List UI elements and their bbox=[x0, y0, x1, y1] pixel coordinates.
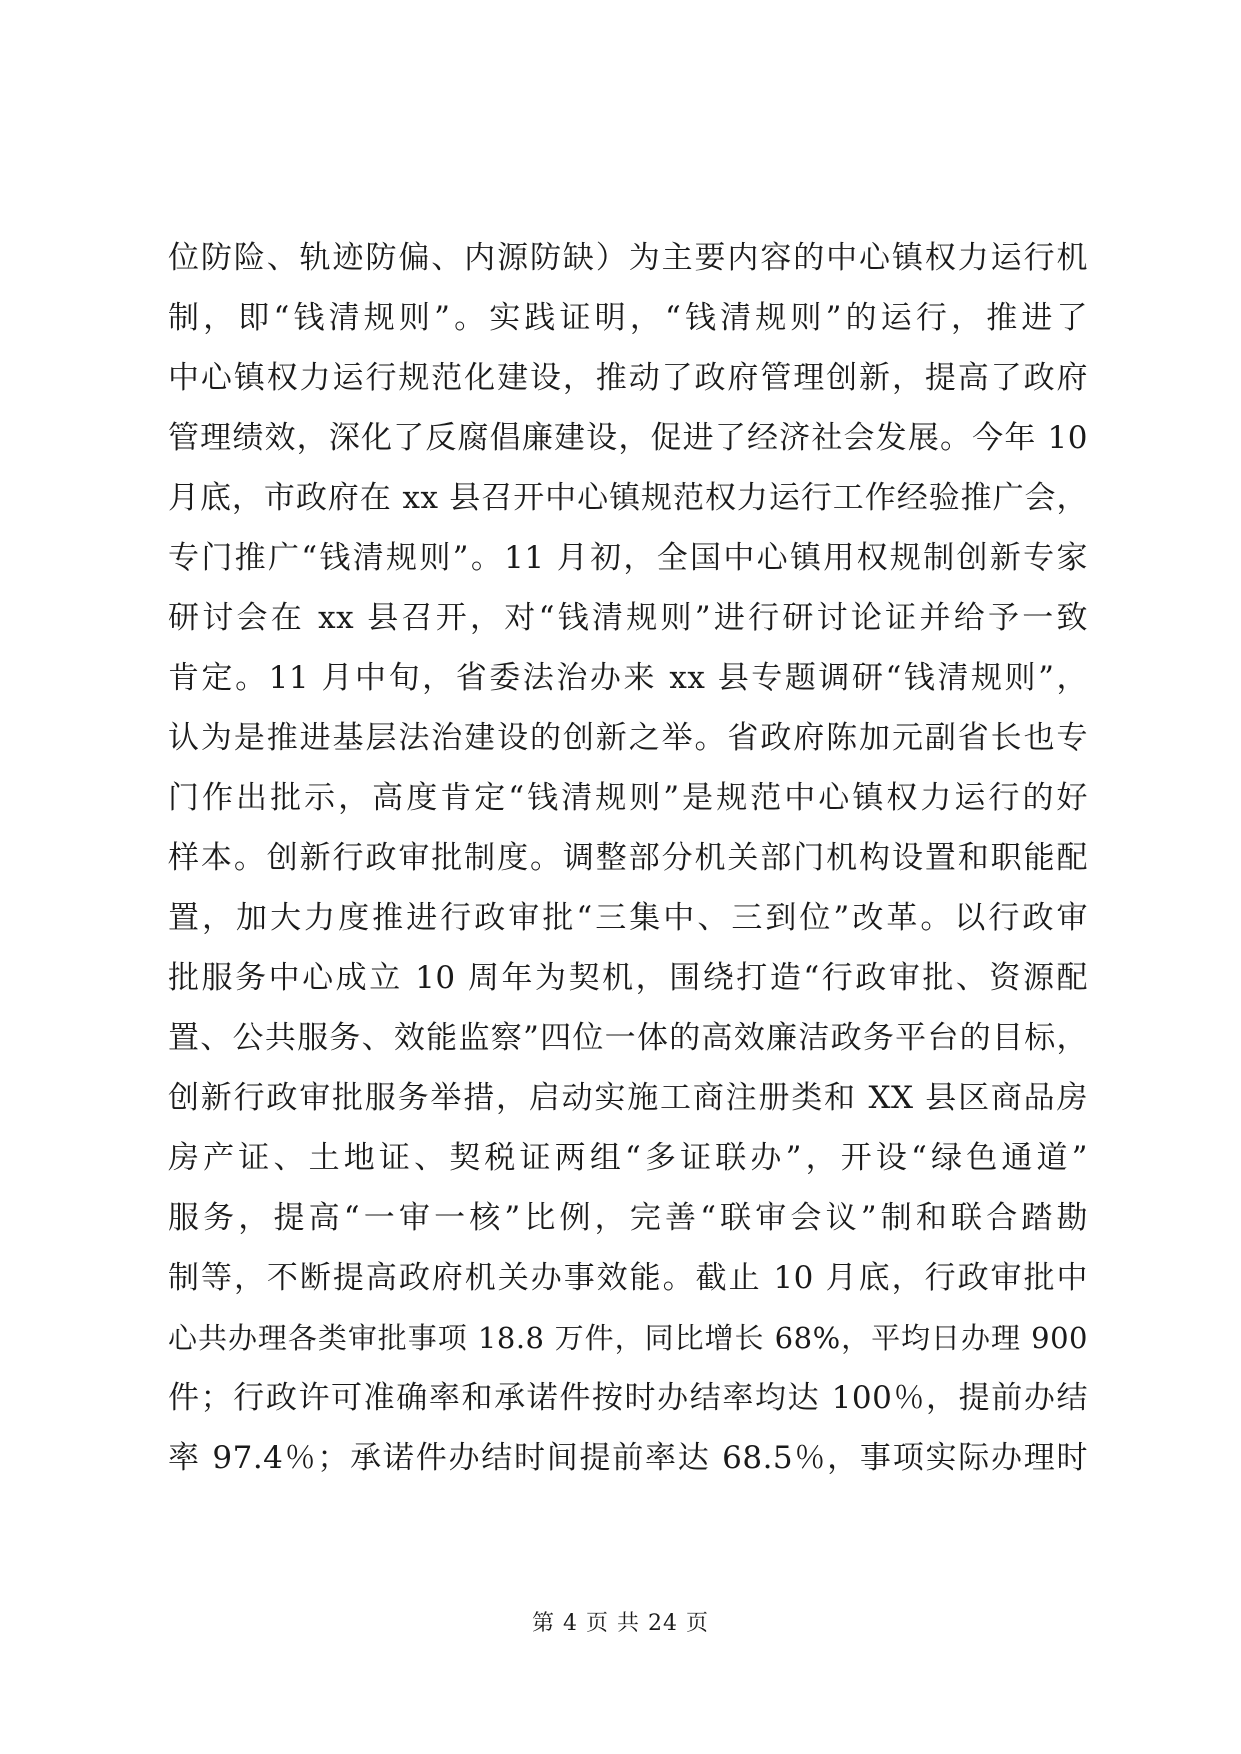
text-line: 率 97.4％；承诺件办结时间提前率达 68.5％，事项实际办理时 bbox=[168, 1440, 1088, 1476]
text-line: 房产证、土地证、契税证两组“多证联办”，开设“绿色通道” bbox=[168, 1140, 1088, 1176]
text-line: 批服务中心成立 10 周年为契机，围绕打造“行政审批、资源配 bbox=[168, 960, 1088, 996]
text-line: 肯定。11 月中旬，省委法治办来 xx 县专题调研“钱清规则”， bbox=[168, 660, 1088, 696]
body-text bbox=[168, 228, 1088, 1488]
text-line: 中心镇权力运行规范化建设，推动了政府管理创新，提高了政府 bbox=[168, 360, 1088, 396]
text-line: 样本。创新行政审批制度。调整部分机关部门机构设置和职能配 bbox=[168, 840, 1088, 876]
text-line: 服务，提高“一审一核”比例，完善“联审会议”制和联合踏勘 bbox=[168, 1200, 1088, 1236]
text-line: 创新行政审批服务举措，启动实施工商注册类和 XX 县区商品房 bbox=[168, 1080, 1088, 1116]
text-line: 研讨会在 xx 县召开，对“钱清规则”进行研讨论证并给予一致 bbox=[168, 600, 1088, 636]
text-line: 制，即“钱清规则”。实践证明，“钱清规则”的运行，推进了 bbox=[168, 300, 1088, 336]
text-line: 置，加大力度推进行政审批“三集中、三到位”改革。以行政审 bbox=[168, 900, 1088, 936]
text-line: 制等，不断提高政府机关办事效能。截止 10 月底，行政审批中 bbox=[168, 1260, 1088, 1296]
text-line: 专门推广“钱清规则”。11 月初，全国中心镇用权规制创新专家 bbox=[168, 540, 1088, 576]
text-line: 门作出批示，高度肯定“钱清规则”是规范中心镇权力运行的好 bbox=[168, 780, 1088, 816]
text-line: 位防险、轨迹防偏、内源防缺）为主要内容的中心镇权力运行机 bbox=[168, 240, 1088, 276]
text-line: 管理绩效，深化了反腐倡廉建设，促进了经济社会发展。今年 10 bbox=[168, 420, 1088, 456]
text-line: 认为是推进基层法治建设的创新之举。省政府陈加元副省长也专 bbox=[168, 720, 1088, 756]
text-line: 件；行政许可准确率和承诺件按时办结率均达 100％，提前办结 bbox=[168, 1380, 1088, 1416]
text-line: 月底，市政府在 xx 县召开中心镇规范权力运行工作经验推广会， bbox=[168, 480, 1088, 516]
page-number-footer: 第 4 页 共 24 页 bbox=[532, 1611, 709, 1636]
text-line: 置、公共服务、效能监察”四位一体的高效廉洁政务平台的目标， bbox=[168, 1020, 1088, 1056]
text-line: 心共办理各类审批事项 18.8 万件，同比增长 68%，平均日办理 900 bbox=[168, 1321, 1088, 1355]
